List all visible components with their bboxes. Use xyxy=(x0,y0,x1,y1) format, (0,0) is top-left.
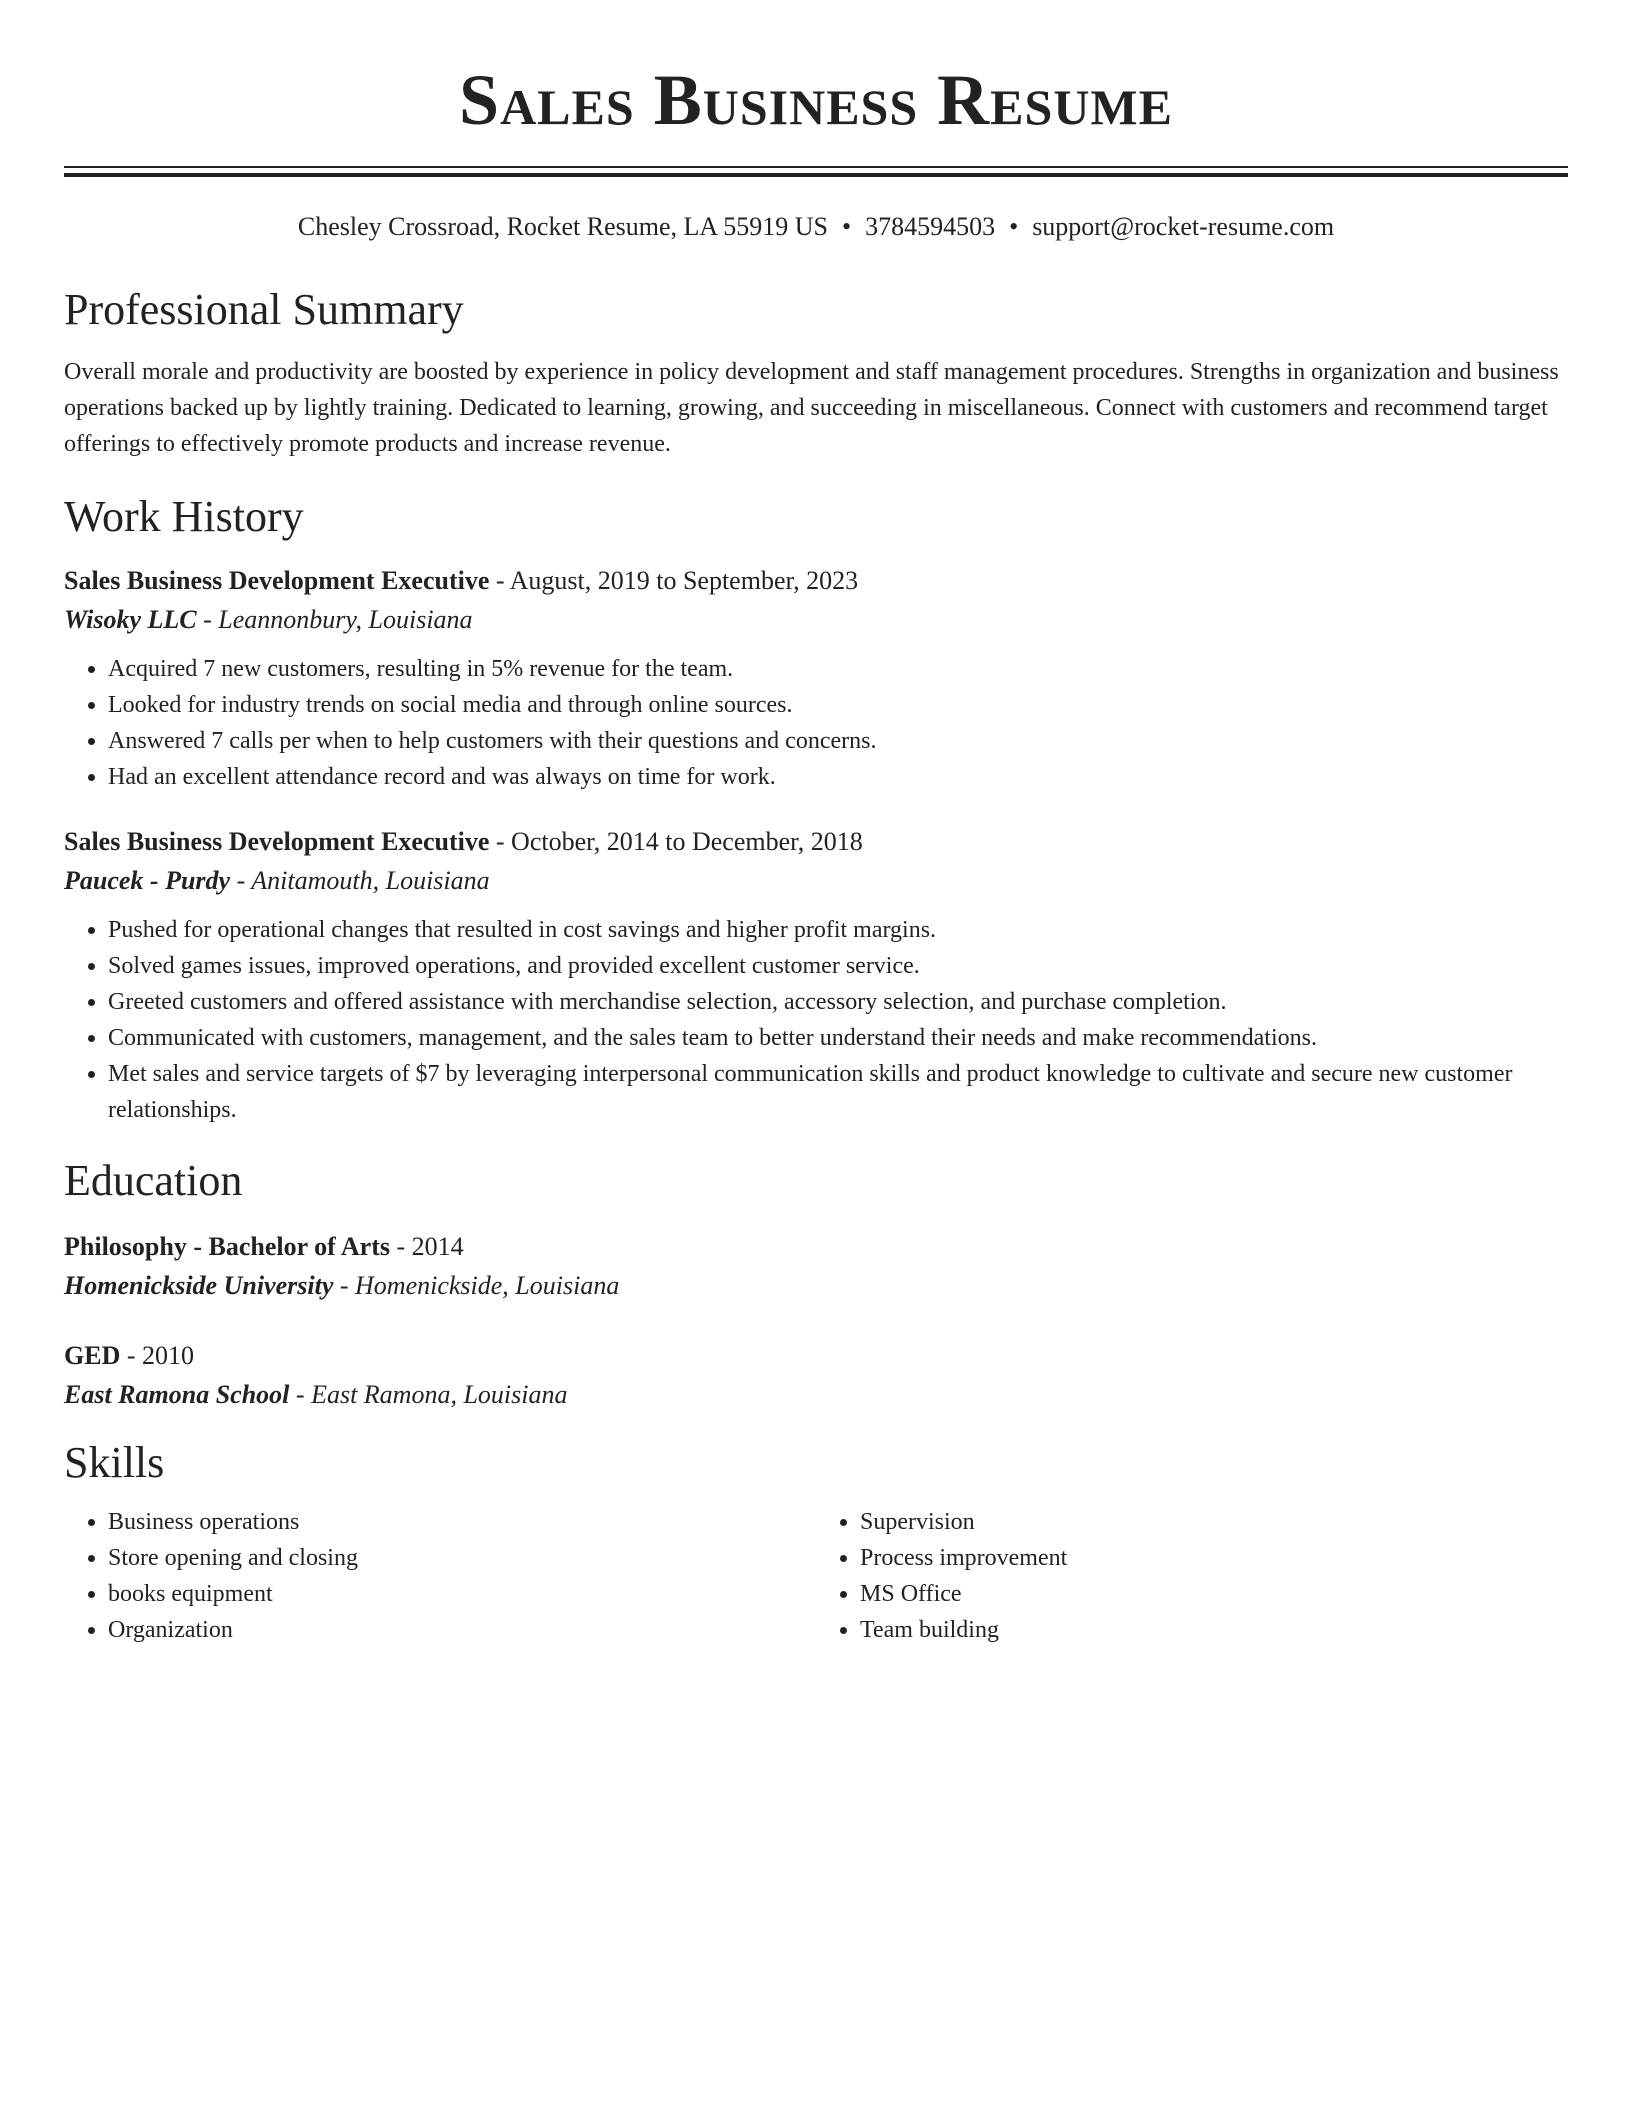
education-entry xyxy=(64,1339,1568,1412)
degree: GED xyxy=(64,1341,121,1370)
list-item: • Greeted customers and offered assistance with merchandise selection, accessory selection, and purchase completion. xyxy=(108,984,1568,1020)
list-item: • Pushed for operational changes that resulted in cost savings and higher profit margins. xyxy=(108,912,1568,948)
job-bullets xyxy=(64,651,1568,795)
skill-item: • Business operations xyxy=(108,1504,816,1540)
contact-email: support@rocket-resume.com xyxy=(1032,212,1335,241)
work-history-heading: Work History xyxy=(64,492,304,541)
job-location: - Anitamouth, Louisiana xyxy=(230,866,490,895)
skills-grid xyxy=(64,1504,1568,1648)
list-item: • Communicated with customers, management, and the sales team to better understand their needs and make recommendations. xyxy=(108,1020,1568,1056)
job-company: Wisoky LLC xyxy=(64,605,197,634)
job-company-line xyxy=(64,864,1568,898)
degree-line xyxy=(64,1339,1568,1373)
summary-heading: Professional Summary xyxy=(64,285,464,334)
job-title: Sales Business Development Executive xyxy=(64,566,490,595)
degree: Philosophy - Bachelor of Arts xyxy=(64,1232,390,1261)
resume-title: Sales Business Resume xyxy=(459,60,1173,140)
job-company: Paucek - Purdy xyxy=(64,866,231,895)
job-entry xyxy=(64,825,1568,1128)
summary-text: Overall morale and productivity are boosted by experience in policy development and staff management procedures. Strengths in organization and business operations backed up by lightly training. Dedicated to learning, growing, and succeeding in miscellaneous. Connect with customers and recommend target offerings to effectively promote products and increase revenue. xyxy=(64,359,1559,457)
contact-phone: 3784594503 xyxy=(865,212,996,241)
school: Homenickside University xyxy=(64,1271,334,1300)
skill-item: • Supervision xyxy=(860,1504,1568,1540)
skills-heading: Skills xyxy=(64,1438,165,1487)
list-item: • Looked for industry trends on social media and through online sources. xyxy=(108,687,1568,723)
degree-year: - 2014 xyxy=(389,1232,464,1261)
job-dates: - October, 2014 to December, 2018 xyxy=(489,827,863,856)
contact-address: Chesley Crossroad, Rocket Resume, LA 55919 US xyxy=(297,212,828,241)
education-entry xyxy=(64,1230,1568,1303)
school: East Ramona School xyxy=(64,1380,290,1409)
skill-item: • books equipment xyxy=(108,1576,816,1612)
list-item: • Acquired 7 new customers, resulting in 5% revenue for the team. xyxy=(108,651,1568,687)
contact-separator: • xyxy=(841,212,852,241)
skill-item: • Process improvement xyxy=(860,1540,1568,1576)
job-company-line xyxy=(64,603,1568,637)
title-divider-thick xyxy=(64,173,1568,177)
job-bullets xyxy=(64,912,1568,1128)
skills-list-left xyxy=(64,1504,816,1648)
job-title-line xyxy=(64,825,1568,859)
contact-separator: • xyxy=(1009,212,1019,241)
job-title-line xyxy=(64,564,1568,598)
list-item: • Had an excellent attendance record and was always on time for work. xyxy=(108,759,1568,795)
education-heading: Education xyxy=(64,1156,243,1205)
list-item: • Met sales and service targets of $7 by leveraging interpersonal communication skills and product knowledge to cultivate and secure new customer relationships. xyxy=(108,1056,1568,1128)
job-location: - Leannonbury, Louisiana xyxy=(196,605,473,634)
school-line xyxy=(64,1269,1568,1303)
school-location: - Homenickside, Louisiana xyxy=(333,1271,620,1300)
title-divider-thin xyxy=(64,166,1568,168)
skills-list-right xyxy=(816,1504,1568,1648)
list-item: • Answered 7 calls per when to help customers with their questions and concerns. xyxy=(108,723,1568,759)
school-location: - East Ramona, Louisiana xyxy=(289,1380,568,1409)
skill-item: • MS Office xyxy=(860,1576,1568,1612)
school-line xyxy=(64,1378,1568,1412)
skill-item: • Store opening and closing xyxy=(108,1540,816,1576)
list-item: • Solved games issues, improved operations, and provided excellent customer service. xyxy=(108,948,1568,984)
degree-year: - 2010 xyxy=(120,1341,195,1370)
contact-line xyxy=(64,211,1568,243)
degree-line xyxy=(64,1230,1568,1264)
skill-item: • Organization xyxy=(108,1612,816,1648)
job-entry xyxy=(64,564,1568,795)
skill-item: • Team building xyxy=(860,1612,1568,1648)
job-dates: - August, 2019 to September, 2023 xyxy=(489,566,859,595)
job-title: Sales Business Development Executive xyxy=(64,827,490,856)
